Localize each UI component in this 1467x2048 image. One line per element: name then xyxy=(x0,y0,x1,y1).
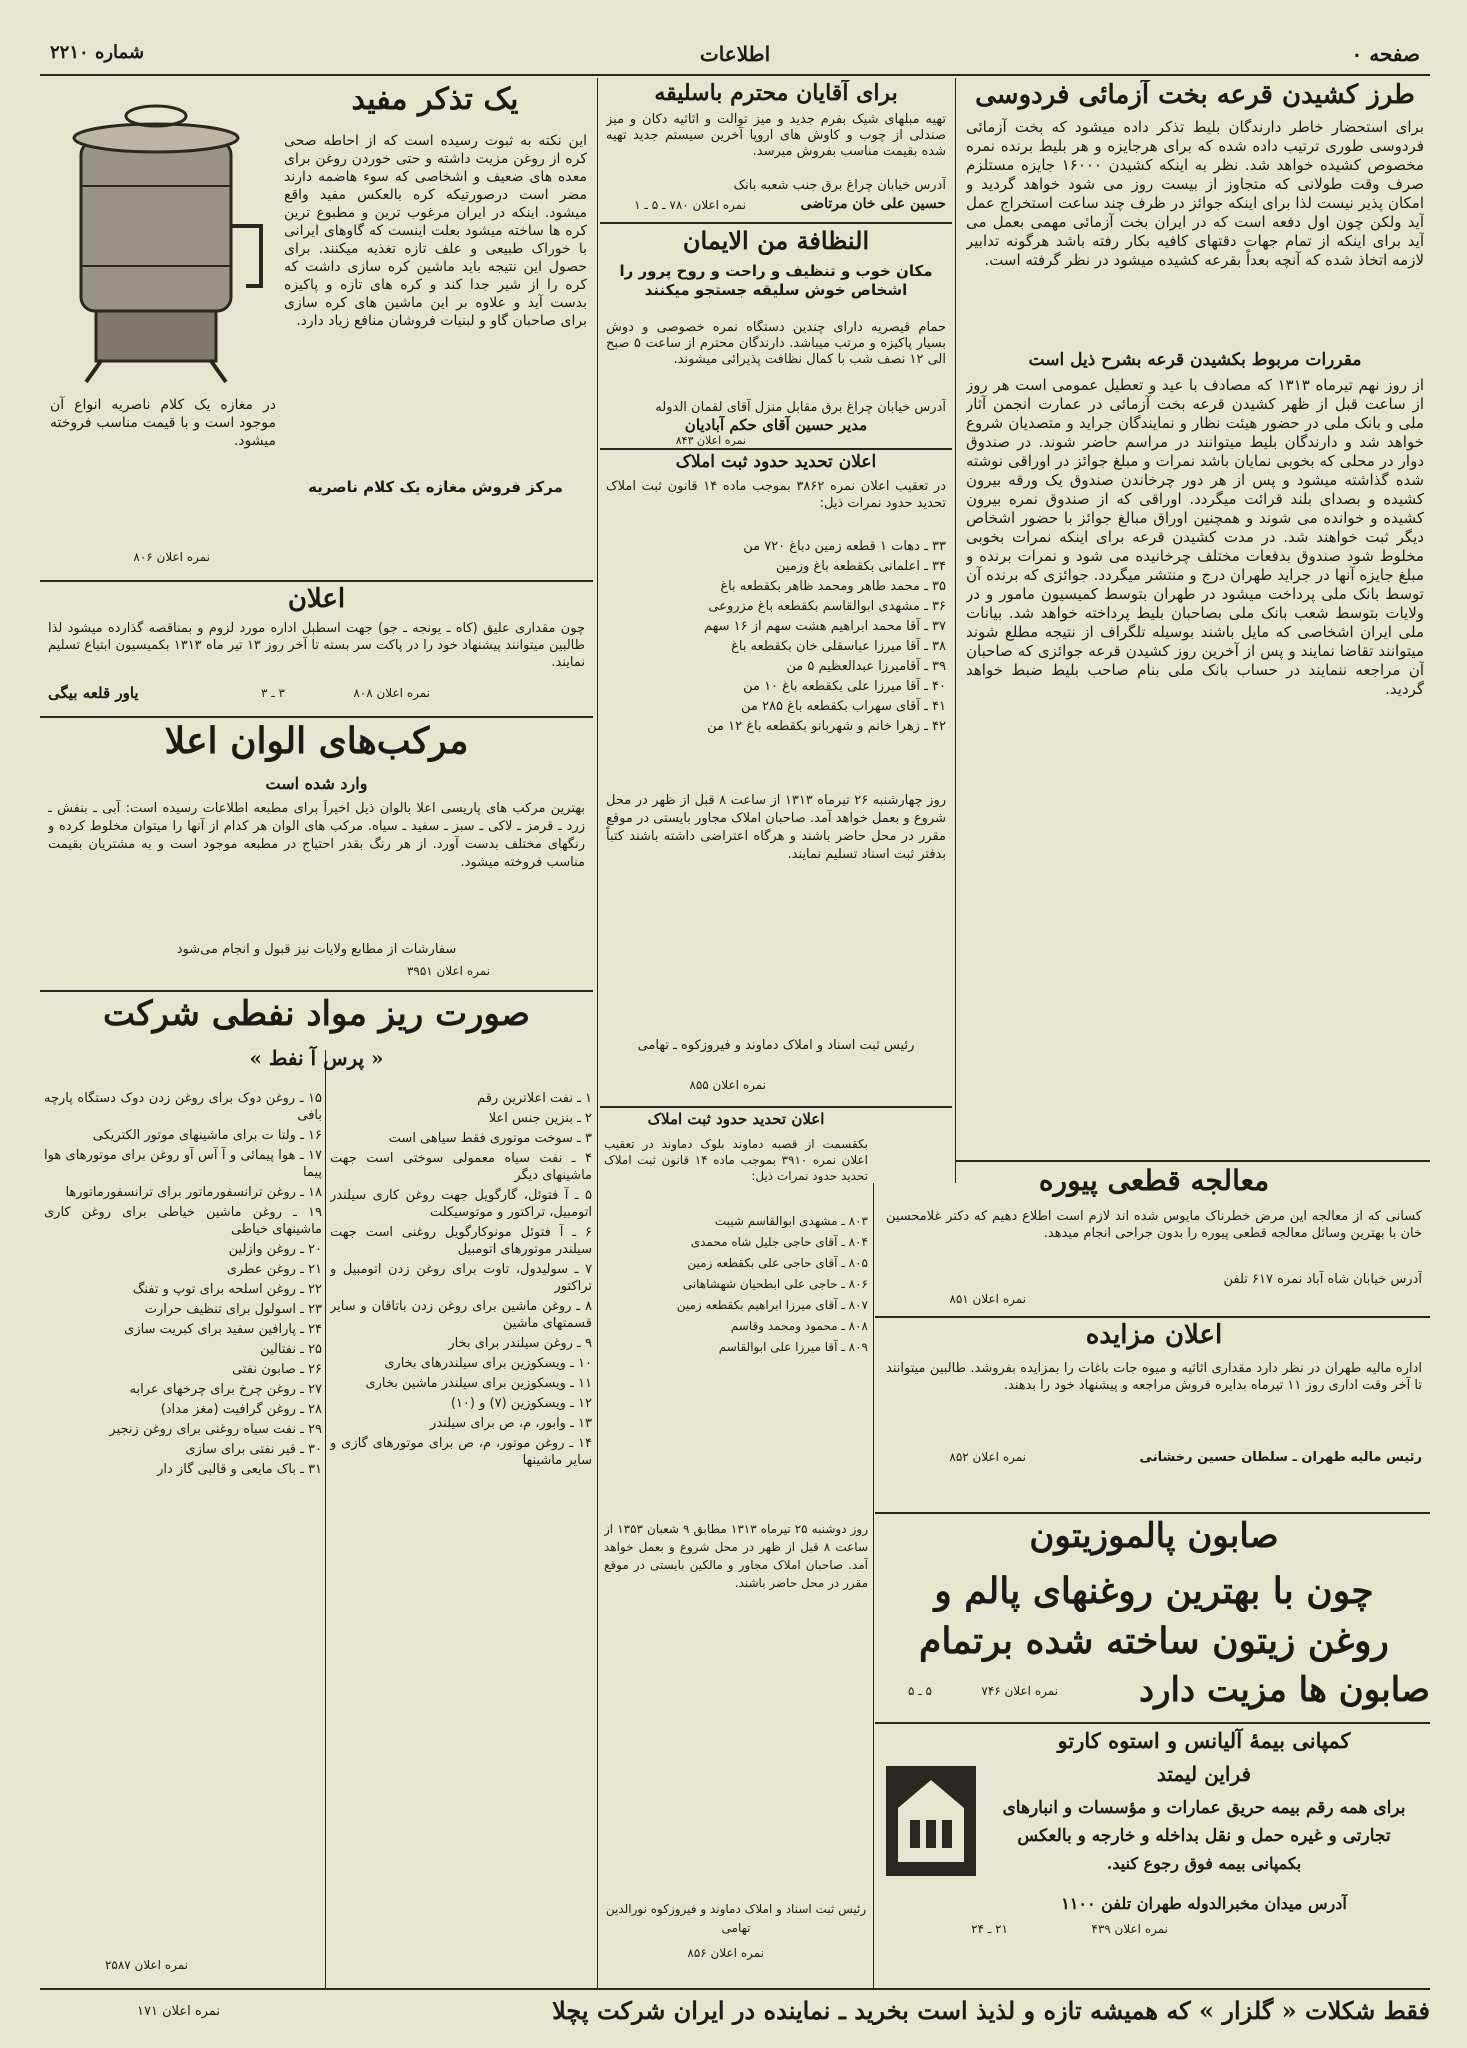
finance-auction-signature: رئیس مالیه طهران ـ سلطان حسین رخشانی xyxy=(1139,1450,1422,1465)
column-divider xyxy=(597,78,598,1988)
fodder-notice-title: اعلان xyxy=(287,584,346,614)
reminder-shop-name: مرکز فروش مغازه یک کلام ناصریه xyxy=(308,478,563,496)
finance-auction-notice xyxy=(878,1320,1430,1510)
palm-olive-soap-ad xyxy=(878,1516,1430,1716)
oil-subtitle: « پرس آ نفط » xyxy=(249,1046,384,1070)
registry-2-ad-number: نمره اعلان ۸۵۶ xyxy=(687,1946,764,1960)
list-item: ۲۷ ـ روغن چرخ برای چرخهای عرابه xyxy=(129,1382,322,1397)
reminder-shop-note: در مغازه یک کلام ناصریه انواع آن موجود است و با قیمت مناسب فروخته میشود. xyxy=(50,397,276,449)
list-item: ۳۵ ـ محمد طاهر ومحمد ظاهر بکقطعه باغ xyxy=(720,579,946,594)
bath-ad xyxy=(600,226,952,446)
list-item: ۲۱ ـ روغن عطری xyxy=(226,1262,322,1277)
soap-line-3: صابون ها مزیت دارد xyxy=(1139,1670,1430,1710)
issue-label: شماره ۲۲۱۰ xyxy=(50,42,145,63)
furniture-ad-number: نمره اعلان ۷۸۰ ـ ۵ ـ ۱ xyxy=(634,198,746,212)
list-item: ۱۰ ـ ویسکوزین برای سیلندرهای بخاری xyxy=(384,1356,592,1371)
page-header xyxy=(40,40,1430,74)
list-item: ۳۹ ـ آقامیرزا عبدالعظیم ۵ من xyxy=(786,659,946,674)
banner-top-rule xyxy=(40,1988,1430,1990)
oil-title: صورت ریز مواد نفطی شرکت xyxy=(103,994,530,1034)
furniture-signature: حسین علی خان مرتاضی xyxy=(800,196,946,212)
bath-manager: مدیر حسین آقای حکم آبادیان xyxy=(684,416,868,434)
section-rule xyxy=(875,1722,1430,1724)
fodder-notice-body: چون مقداری علیق (کاه ـ یونجه ـ جو) جهت اسطبل اداره مورد لزوم و بمناقصه گذارده میشود لذا طالبین میتوانند پیشنهاد خود را در پاکت سر بسته تا آخر روز ۱۳ تیر ماه ۱۳۱۳ بکمیسیون ابتیاع تسلیم نمایند. xyxy=(48,621,585,670)
registry-notice-2 xyxy=(600,1110,872,1990)
list-item: ۱ ـ نفت اعلاترین رقم xyxy=(477,1091,592,1106)
list-item: ۸۰۴ ـ آقای حاجی جلیل شاه محمدی xyxy=(690,1235,868,1249)
registry-2-intro: بکقسمت از قصبه دماوند بلوک دماوند در تعقیب اعلان نمره ۳۹۱۰ بموجب ماده ۱۴ قانون ثبت املاک تحدید حدود نمرات ذیل: xyxy=(604,1137,868,1183)
furniture-title: برای آقایان محترم باسلیقه xyxy=(654,80,898,106)
bath-body: حمام قیصریه دارای چندین دستگاه نمره خصوصی و دوش بسیار پاکیزه و مرتب میباشد. دارندگان محترم از ساعت ۵ صبح الی ۱۲ نصف شب با کمال نظافت پذیرائی میشوند. xyxy=(606,320,946,367)
list-item: ۸۰۵ ـ آقای حاجی علی بکقطعه زمین xyxy=(687,1256,868,1270)
page-label: صفحه ۰ xyxy=(1351,42,1420,66)
list-item: ۲۹ ـ نفت سیاه روغنی برای روغن زنجیر xyxy=(109,1422,322,1437)
insurance-ad-number: نمره اعلان ۴۳۹ xyxy=(1091,1922,1168,1936)
list-item: ۲۸ ـ روغن گرافیت (مغز مداد) xyxy=(160,1402,322,1417)
list-item: ۸۰۳ ـ مشهدی ابوالقاسم شیبت xyxy=(714,1214,868,1228)
piles-title: معالجه قطعی پیوره xyxy=(1038,1164,1270,1197)
insurance-body-3: بکمپانی بیمه فوق رجوع کنید. xyxy=(1106,1854,1302,1873)
finance-auction-title: اعلان مزایده xyxy=(1085,1320,1223,1350)
bath-address: آدرس خیابان چراغ برق مقابل منزل آقای لقمان الدوله xyxy=(655,400,946,415)
list-item: ۵ ـ آ فتوئل، گارگویل جهت روغن کاری سیلندر اتومبیل، تراکتور و موتوسیکلت xyxy=(330,1188,592,1220)
section-rule xyxy=(875,1316,1430,1318)
list-item: ۳۴ ـ اعلمانی بکقطعه باغ وزمین xyxy=(776,559,946,574)
insurance-company-ad xyxy=(878,1726,1430,1972)
finance-auction-ad-number: نمره اعلان ۸۵۲ xyxy=(949,1450,1026,1464)
list-item: ۳۱ ـ باک مایعی و قالبی گاز دار xyxy=(157,1462,322,1477)
piles-address: آدرس خیابان شاه آباد نمره ۶۱۷ تلفن xyxy=(1223,1272,1422,1287)
furniture-ad xyxy=(600,78,952,218)
lottery-subtitle: مقررات مربوط بکشیدن قرعه بشرح ذیل است xyxy=(1028,350,1362,370)
registry-1-intro: در تعقیب اعلان نمره ۳۸۶۲ بموجب ماده ۱۴ قانون ثبت املاک تحدید حدود نمرات ذیل: xyxy=(606,479,946,511)
section-rule xyxy=(600,1106,952,1108)
registry-2-title: اعلان تحدید حدود ثبت املاک xyxy=(647,1110,825,1128)
oil-products-ad xyxy=(40,994,593,1054)
churn-stand xyxy=(96,311,216,361)
piles-ad-number: نمره اعلان ۸۵۱ xyxy=(949,1292,1026,1306)
ink-body: بهترین مرکب های پاریسی اعلا بالوان ذیل اخیراً برای مطبعه اطلاعات رسیده است: آبی ـ بنفش ـ زرد ـ قرمز ـ لاکی ـ سبز ـ سفید ـ سیاه. مرکب های الوان هر کدام از آنها را میتوان مخلوط کرده و رنگهای مختلف بدست آورد. از هر رنگ بقدر احتیاج در مطبعه موجود است و به مشتریان بقیمت مناسب فروخته میشود. xyxy=(48,801,585,870)
list-item: ۲۰ ـ روغن وازلین xyxy=(228,1242,322,1257)
chocolate-banner-ad-number: نمره اعلان ۱۷۱ xyxy=(136,2004,220,2019)
colored-ink-ad xyxy=(40,720,593,988)
list-item: ۳۰ ـ قیر نفتی برای سازی xyxy=(185,1442,322,1457)
chocolate-banner: فقط شکلات « گلزار » که همیشه تازه و لذیذ است بخرید ـ نماینده در ایران شرکت پچلا xyxy=(552,1996,1430,2025)
column-divider xyxy=(873,1183,874,1988)
insurance-address: آدرس میدان مخبرالدوله طهران تلفن ۱۱۰۰ xyxy=(1061,1894,1347,1913)
list-item: ۴۱ ـ آقای سهراب بکقطعه باغ ۲۸۵ من xyxy=(740,699,946,714)
finance-auction-body: اداره مالیه طهران در نظر دارد مقداری اثاثیه و میوه جات باغات را بمزایده بفروشد. طالبین میتوانند تا آخر وقت اداری روز ۱۱ تیرماه بدایره فروش مراجعه و پیشنهاد خود را بدهند. xyxy=(886,1361,1422,1393)
section-rule xyxy=(600,222,952,224)
soap-page-ref: ۵ ـ ۵ xyxy=(907,1684,932,1698)
list-item: ۱۱ ـ ویسکوزین برای سیلندر ماشین بخاری xyxy=(365,1376,592,1391)
list-item: ۲ ـ بنزین جنس اعلا xyxy=(488,1111,592,1126)
lottery-title: طرز کشیدن قرعه بخت آزمائی فردوسی xyxy=(975,80,1415,110)
registry-2-items xyxy=(604,1212,868,1512)
list-item: ۳۶ ـ مشهدی ابوالقاسم بکقطعه باغ مزروعی xyxy=(708,599,946,614)
section-rule xyxy=(955,1160,1430,1162)
list-item: ۱۴ ـ روغن موتور، م، ص برای موتورهای گازی و سایر ماشینها xyxy=(330,1436,592,1468)
list-item: ۱۶ ـ ولتا ت برای ماشینهای موتور الکتریکی xyxy=(92,1128,322,1143)
list-item: ۲۴ ـ پارافین سفید برای کبریت سازی xyxy=(124,1322,322,1337)
soap-line-2: روغن زیتون ساخته شده برتمام xyxy=(919,1620,1389,1662)
list-item: ۱۲ ـ ویسکوزین (۷) و (۱۰) xyxy=(450,1396,592,1411)
list-item: ۱۸ ـ روغن ترانسفورماتور برای ترانسفورماتورها xyxy=(65,1185,322,1200)
soap-title: صابون پالموزیتون xyxy=(1029,1516,1279,1556)
reminder-body: این نکته به ثبوت رسیده است که از احاطه صحی کره از روغن مزیت داشته و حتی خوردن روغن برای معده های ضعیف و اشخاصی که سوء هاضمه دارند مضر است درصورتیکه کره بالعکس مفید واقع میشود. اینکه در ایران مرغوب ترین و مطبوع ترین کره ها ساخته میشود بعلت اینست که گاوهای ایرانی با خوراک طبیعی و علف تازه تغذیه میکنند. برای حصول این نتیجه باید ماشین کره سازی داشت که کره را از شیر جدا کند و کره های تازه و پاکیزه بدست آید و علاوه بر این ماشین های کره سازی برای صاحبان گاو و لبنیات فروشان منافع زیاد دارد. xyxy=(284,133,587,329)
column-divider xyxy=(325,1050,326,1990)
fodder-notice-page-ref: ۳ ـ ۳ xyxy=(260,686,285,700)
list-item: ۲۲ ـ روغن اسلحه برای توپ و تفنگ xyxy=(132,1282,322,1297)
piles-treatment-ad xyxy=(878,1164,1430,1314)
butter-churn-illustration xyxy=(46,86,276,386)
bath-ad-number: نمره اعلان ۸۴۳ xyxy=(675,434,746,446)
insurance-body-1: برای همه رقم بیمه حریق عمارات و مؤسسات و انبارهای xyxy=(1002,1798,1406,1818)
list-item: ۴۰ ـ آقا میرزا علی بکقطعه باغ ۱۰ من xyxy=(743,679,946,694)
list-item: ۳ ـ سوخت موتوری فقط سیاهی است xyxy=(388,1131,592,1146)
section-rule xyxy=(40,716,593,718)
list-item: ۸۰۸ ـ محمود ومحمد وقاسم xyxy=(730,1319,868,1333)
list-item: ۸۰۹ ـ آقا میرزا علی ابوالقاسم xyxy=(718,1340,868,1354)
list-item: ۸۰۷ ـ آقای میرزا ابراهیم بکقطعه زمین xyxy=(676,1298,868,1312)
list-item: ۶ ـ آ فتوئل مونوکارگویل روغنی است جهت سیلندر موتورهای اتومبیل xyxy=(330,1225,592,1257)
churn-leg xyxy=(211,361,226,382)
insurance-body-2: تجارتی و غیره حمل و نقل بداخله و خارجه و بالعکس xyxy=(1017,1826,1391,1846)
fodder-notice-signature: یاور قلعه بیگی xyxy=(48,684,139,702)
ink-title: مرکب‌های الوان اعلا xyxy=(164,720,469,762)
registry-2-body: روز دوشنبه ۲۵ تیرماه ۱۳۱۳ مطابق ۹ شعبان ۱۳۵۳ از ساعت ۸ قبل از ظهر در محل شروع و بعمل خواهد آمد. صاحبان املاک مجاور و مالکین بایستی در موقع مقرر در محل حاضر باشند. xyxy=(604,1522,868,1590)
list-item: ۸ ـ روغن ماشین برای روغن زدن باتاقان و سایر قسمتهای ماشین xyxy=(330,1299,592,1331)
list-item: ۹ ـ روغن سیلندر برای بخار xyxy=(448,1336,592,1351)
list-item: ۲۳ ـ اسولول برای تنظیف حرارت xyxy=(144,1302,322,1317)
list-item: ۲۶ ـ صابون نفتی xyxy=(231,1362,322,1377)
fodder-tender-notice xyxy=(40,584,593,714)
ink-ad-number: نمره اعلان ۳۹۵۱ xyxy=(406,964,490,978)
butter-churn-ad xyxy=(40,78,593,578)
list-item: ۷ ـ سولیدول، تاوت برای روغن زدن اتومبیل و تراکتور xyxy=(330,1262,592,1294)
piles-body: کسانی که از معالجه این مرض خطرناک مایوس شده اند لازم است اطلاع دهیم که دکتر غلامحسین خان با بهترین وسائل معالجه قطعی پیوره را بدون جراحی انجام میدهد. xyxy=(886,1209,1422,1241)
list-item: ۱۹ ـ روغن ماشین خیاطی برای روغن کاری ماشینهای خیاطی xyxy=(44,1205,322,1237)
churn-leg xyxy=(86,361,101,382)
oil-ad-number: نمره اعلان ۲۵۸۷ xyxy=(104,1958,188,1972)
section-rule xyxy=(875,1512,1430,1514)
column-divider xyxy=(955,78,956,1183)
churn-lid xyxy=(74,124,238,152)
fodder-notice-ad-number: نمره اعلان ۸۰۸ xyxy=(353,686,430,700)
soap-line-1: چون با بهترین روغنهای پالم و xyxy=(934,1570,1374,1612)
oil-left-column xyxy=(44,1090,322,1950)
section-rule xyxy=(40,580,593,582)
bath-title: النظافة من الایمان xyxy=(682,226,870,255)
list-item: ۱۷ ـ هوا پیمائی و آ آس آو روغن برای موتورهای هوا پیما xyxy=(44,1148,322,1180)
list-item: ۴ ـ نفت سیاه معمولی سوختی است جهت ماشینهای دیگر xyxy=(330,1151,592,1183)
lottery-intro: برای استحضار خاطر دارندگان بلیط تذکر داده میشود که بخت آزمائی فردوسی طوری ترتیب داده شده که برای هرجایزه و هر بلیط برنده نمره مخصوص کشیده خواهد شد. نظر به اینکه کشیدن ۱۶۰۰۰ جایزه مستلزم صرف وقت طولانی که متجاوز از بیست روز می شود خواهد گردید و امکان پذیر نیست لذا برای اینکه جوائز در ظرف چند ساعت استخراج عمل آید ولکن چون اول دفعه است که در ایران بخت آزمائی مهمی بعمل می آید برای اینکه از تمام جهات دقتهای کافیه بکار رفته باشد هرگونه تدابیر لازمه اتخاذ شده که آنچه بعداً بقرعه کشیده میشود در نظر گرفته است. xyxy=(966,118,1424,269)
list-item: ۲۵ ـ نفتالین xyxy=(260,1342,322,1357)
list-item: ۱۵ ـ روغن دوک برای روغن زدن دوک دستگاه پارچه بافی xyxy=(44,1091,322,1123)
list-item: ۳۷ ـ آقا محمد ابراهیم هشت سهم از ۱۶ سهم xyxy=(703,619,946,634)
furniture-body: تهیه مبلهای شیک بفرم جدید و میز توالت و اثاثیه دکان و میز صندلی از چوب و کاوش های اروپا آخرین سیستم جدید تهیه شده بقیمت مناسب بفروش میرسد. xyxy=(606,112,946,159)
list-item: ۴۲ ـ زهرا خانم و شهربانو بکقطعه باغ ۱۲ من xyxy=(707,719,946,734)
furniture-address: آدرس خیابان چراغ برق جنب شعبه بانک xyxy=(733,178,946,193)
registry-1-body: روز چهارشنبه ۲۶ تیرماه ۱۳۱۳ از ساعت ۸ قبل از ظهر در محل شروع و بعمل خواهد آمد. صاحبان املاک مجاور بایستی در موقع مقرر در محل حاضر باشند و هرگاه اعتراضی داشته باشند کتباً بدفتر ثبت اسناد تسلیم نمایند. xyxy=(606,793,946,862)
insurance-subtitle: فراین لیمتد xyxy=(1156,1762,1252,1786)
insurance-title: کمپانی بیمهٔ آلیانس و استوه کارتو xyxy=(1057,1728,1351,1753)
churn-barrel xyxy=(81,141,231,311)
lottery-article xyxy=(960,78,1430,1158)
registry-1-signature: رئیس ثبت اسناد و املاک دماوند و فیروزکوه ـ تهامی xyxy=(637,1038,915,1053)
emblem-shield-icon xyxy=(888,1768,974,1874)
ink-footer: سفارشات از مطابع ولایات نیز قبول و انجام می‌شود xyxy=(176,942,457,957)
insurance-page-ref: ۲۱ ـ ۲۴ xyxy=(971,1922,1008,1936)
registry-1-ad-number: نمره اعلان ۸۵۵ xyxy=(689,1078,766,1092)
registry-1-items xyxy=(606,538,946,788)
list-item: ۱۳ ـ وابور، م، ص برای سیلندر xyxy=(430,1416,592,1431)
section-rule xyxy=(40,990,593,992)
registry-1-title: اعلان تحدید حدود ثبت املاک xyxy=(675,452,877,472)
bath-lead: مکان خوب و تنظیف و راحت و روح پرور را اشخاص خوش سلیقه جستجو میکنند xyxy=(619,262,933,299)
registry-2-signature: رئیس ثبت اسناد و املاک دماوند و فیروزکوه نورالدین تهامی xyxy=(605,1902,867,1935)
list-item: ۳۳ ـ دهات ۱ قطعه زمین دباغ ۷۲۰ من xyxy=(743,539,946,554)
churn-crank-handle xyxy=(231,226,261,286)
reminder-title: یک تذکر مفید xyxy=(351,82,519,117)
list-item: ۳۸ ـ آقا میرزا عباسقلی خان بکقطعه باغ xyxy=(731,639,946,654)
paper-name: اطلاعات xyxy=(699,42,771,66)
reminder-ad-number: نمره اعلان ۸۰۶ xyxy=(133,550,210,564)
ink-subtitle: وارد شده است xyxy=(265,774,368,793)
registry-notice-1 xyxy=(600,452,952,1102)
lottery-body: از روز نهم تیرماه ۱۳۱۳ که مصادف با عید و تعطیل عمومی است هر روز از ساعت قبل از ظهر کشیدن قرعه بخت آزمائی در عمارت انجمن آثار ملی و بانک ملی در حضور هیئت نظار و نمایندگان جراید و متصدیان شروع خواهد شد و دارندگان بلیط میتوانند در مراسم حاضر شوند. در صندوق دوار در محلی که بخوبی نمایان باشد نمرات و مبلغ جوائز در اوراقی نوشته شده گذاشته میشود و پس از هر دور چرخاندن صندوق یک ورقه بیرون کشیده و بصدای بلند قرائت میگردد. اوراقی که از صندوق نمره بیرون کشیده و خوانده می شوند و همچنین اوراق مبالغ جوائز با حضور اشخاص دیگر ثبت خواهند شد. در مدت کشیدن قرعه برای اینکه نمرات بخوبی مخلوط شود صندوق بدفعات مختلف چرخانیده می شود و نمرات برنده و مبلغ جایزه آنها در جراید طهران درج و منتشر میگردد. جوائزی که برنده آن توسط بانک ملی پرداخت میشود در طهران بتوسط کمیسیون مامور و در ولایات بتوسط شعب بانک ملی بصاحبان بلیط پرداخته خواهد شد. بیانات ملی ایران اشخاصی که مایل باشند بوسیله تلگراف از نتیجه مطلع شوند میتوانند تقاضا نمایند و پس از آخرین روز کشیدن قرعه جوائزی که صاحبان آن مراجعه ننمایند در حساب بانک ملی بنام صاحب بلیط ضبط خواهد گردید. xyxy=(966,376,1424,698)
soap-ad-number: نمره اعلان ۷۴۶ xyxy=(981,1684,1058,1698)
section-rule xyxy=(600,448,952,450)
list-item: ۸۰۶ ـ حاجی علی ابطحیان شهشاهانی xyxy=(682,1277,868,1291)
oil-middle-column xyxy=(330,1090,592,1980)
header-rule xyxy=(40,74,1430,76)
insurance-emblem-icon xyxy=(886,1766,976,1876)
